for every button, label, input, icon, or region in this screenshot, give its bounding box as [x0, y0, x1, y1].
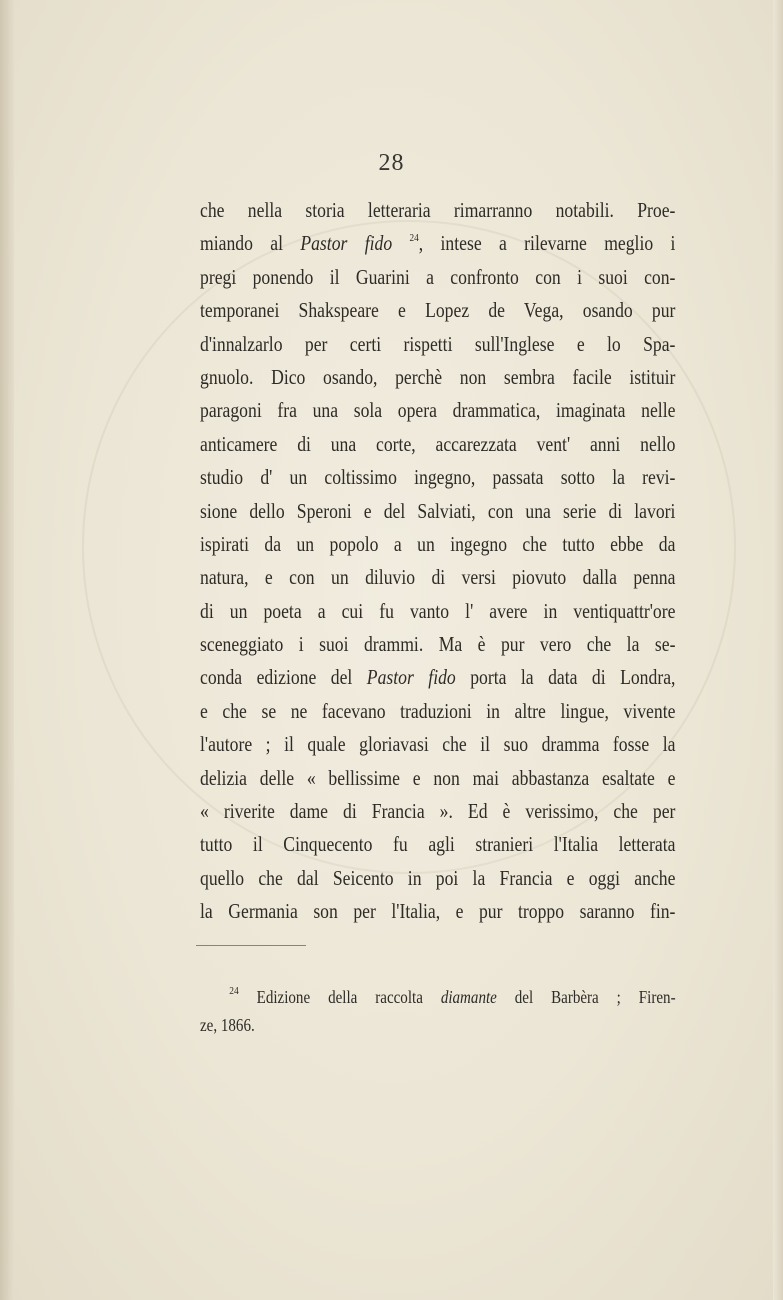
text-segment: d'innalzarlo per certi rispetti sull'Inglese e lo Spa- [200, 331, 676, 356]
text-line [200, 394, 675, 427]
text-line [200, 862, 675, 895]
text-segment: porta la data di Londra, [455, 665, 676, 690]
footnote-reference: 24 [409, 232, 419, 245]
text-line [200, 695, 675, 728]
text-segment: « riverite dame di Francia ». Ed è verissimo, che per [200, 799, 676, 824]
text-line [200, 495, 675, 528]
italic-title: Pastor fido [300, 231, 393, 256]
text-line [200, 762, 675, 795]
text-segment: l'autore ; il quale gloriavasi che il suo dramma fosse la [200, 732, 676, 757]
text-segment: natura, e con un diluvio di versi piovuto dalla penna [200, 565, 676, 590]
text-segment: tutto il Cinquecento fu agli stranieri l'Italia letterata [200, 832, 676, 857]
text-line [200, 361, 675, 394]
text-segment: conda edizione del [200, 665, 367, 690]
text-line [200, 294, 675, 327]
text-segment: ispirati da un popolo a un ingegno che tutto ebbe da [200, 531, 676, 556]
footnote-text: del Barbèra ; Firen- [496, 987, 676, 1007]
text-segment [392, 231, 409, 255]
text-line [200, 528, 675, 561]
text-segment: gnuolo. Dico osando, perchè non sembra facile istituir [200, 364, 676, 389]
text-line [200, 828, 675, 861]
text-segment: quello che dal Seicento in poi la Francia e oggi anche [200, 865, 676, 890]
text-segment: la Germania son per l'Italia, e pur troppo saranno fin- [200, 899, 676, 924]
footnote-divider [196, 945, 306, 946]
text-segment: studio d' un coltissimo ingegno, passata sotto la revi- [200, 465, 676, 490]
footnote-italic-title: diamante [440, 987, 497, 1007]
page-number: 28 [378, 150, 405, 176]
text-segment: sceneggiato i suoi drammi. Ma è pur vero che la se- [200, 632, 676, 657]
text-line [200, 261, 675, 294]
text-segment: anticamere di una corte, accarezzata vent' anni nello [200, 431, 676, 456]
text-line [200, 227, 675, 260]
text-segment: e che se ne facevano traduzioni in altre lingue, vivente [200, 698, 676, 723]
text-segment: che nella storia letteraria rimarranno notabili. Proe- [200, 198, 676, 222]
text-segment: paragoni fra una sola opera drammatica, imaginata nelle [200, 398, 676, 423]
text-segment: pregi ponendo il Guarini a confronto con i suoi con- [200, 264, 676, 289]
footnote-text: Edizione della raccolta [238, 987, 441, 1007]
body-text [200, 194, 676, 929]
text-line [200, 661, 675, 694]
text-segment: delizia delle « bellissime e non mai abbastanza esaltate e [200, 765, 676, 790]
text-segment: sione dello Speroni e del Salviati, con una serie di lavori [200, 498, 676, 523]
text-line [200, 561, 675, 594]
text-segment: temporanei Shakspeare e Lopez de Vega, osando pur [200, 298, 676, 323]
text-line [200, 428, 675, 461]
text-line [200, 194, 675, 227]
text-line [200, 895, 675, 928]
text-line [200, 461, 675, 494]
footnote-line [200, 983, 676, 1011]
text-line [200, 628, 675, 661]
text-line [200, 595, 675, 628]
footnote-line: ze, 1866. [200, 1015, 255, 1035]
footnote [200, 983, 676, 1039]
text-line [200, 328, 675, 361]
italic-title: Pastor fido [366, 665, 456, 690]
page-left-edge [0, 0, 14, 1300]
text-segment: di un poeta a cui fu vanto l' avere in ventiquattr'ore [200, 598, 676, 623]
text-segment: , intese a rilevarne meglio i [418, 231, 676, 256]
footnote-marker: 24 [229, 985, 239, 997]
page-right-edge [773, 0, 783, 1300]
text-line [200, 728, 675, 761]
text-segment: miando al [200, 231, 301, 256]
text-line [200, 795, 675, 828]
